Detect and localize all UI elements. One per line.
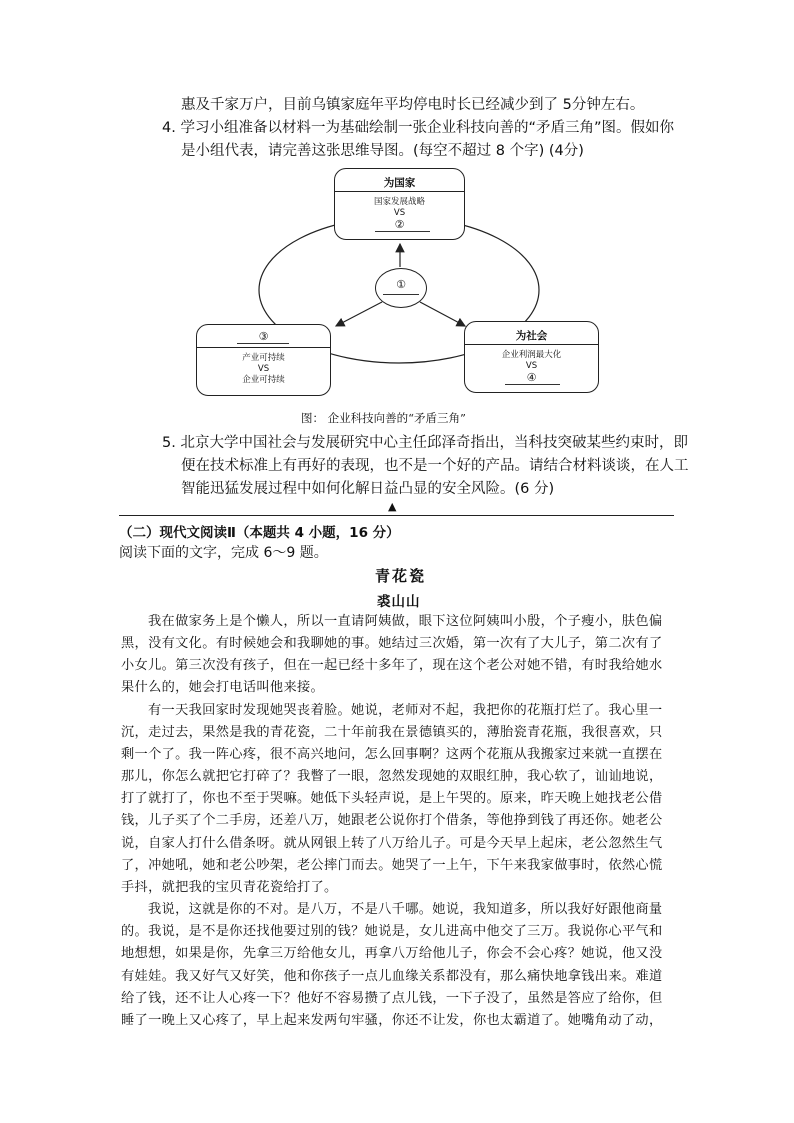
question-4-line-1: 4. 学习小组准备以材料一为基础绘制一张企业科技向善的“矛盾三角”图。假如你 [162, 120, 674, 136]
national-box-divider [335, 191, 464, 192]
question-5-line-2: 便在技术标准上有再好的表现，也不是一个好的产品。请结合材料谈谈，在人工 [181, 458, 689, 474]
body-line: 小女儿。第三次没有孩子，但在一起已经十多年了，现在这个老公对她不错，有时我给她水 [121, 658, 663, 673]
body-line: 地想想，如果是你，先拿三万给他女儿，再拿八万给他儿子，你会不会心疼？她说，他又没 [121, 946, 663, 961]
body-line: 说，自家人打什么借条呀。就从网银上转了八万给儿子。可是今天早上起床，老公忽然生气 [121, 836, 663, 851]
arrow-to-left [336, 302, 382, 326]
society-box [464, 321, 599, 393]
body-line: 睡了一晚上又心疼了，早上起来发两句牢骚，你还不让发，你也太霸道了。她嘴角动了动， [121, 1013, 663, 1028]
body-line: 沉，走过去，果然是我的青花瓷，二十年前我在景德镇买的，薄胎瓷青花瓶，我很喜欢，只 [121, 725, 663, 740]
body-line: 有娃娃。我又好气又好笑，他和你孩子一点儿血缘关系都没有，那么痛快地拿钱出来。难道 [121, 969, 663, 984]
article-author: 裘山山 [377, 594, 421, 610]
blank-1-underline [383, 294, 419, 295]
body-line: 的。我说，是不是你还找他要过别的钱？她说是，女儿进高中他交了三万。我说你心平气和 [121, 924, 663, 939]
question-4-line-2: 是小组代表，请完善这张思维导图。(每空不超过 8 个字) (4分) [181, 143, 584, 159]
question-5-line-1: 5. 北京大学中国社会与发展研究中心主任邱泽奇指出，当科技突破某些约束时，即 [162, 435, 688, 451]
section-instruction: 阅读下面的文字，完成 6～9 题。 [119, 545, 328, 561]
section-end-marker: ▲ [388, 500, 397, 513]
body-line: 手抖，就把我的宝贝青花瓷给打了。 [121, 880, 338, 895]
society-box-text: 企业利润最大化 [501, 350, 562, 360]
body-line: 钱，儿子买了个二手房，还差八万，她跟老公说你打个借条，等他挣到钱了再还你。她老公 [121, 813, 663, 828]
blank-2: ② [394, 218, 405, 231]
blank-4: ④ [526, 371, 537, 384]
industry-box-divider [197, 347, 330, 348]
society-box-vs: VS [525, 361, 538, 371]
society-box-title: 为社会 [515, 330, 548, 342]
industry-box-text-2: 企业可持续 [242, 375, 285, 385]
center-node [375, 268, 427, 308]
body-line: 了，冲她吼，她和老公吵架，老公摔门而去。她哭了一上午，下午来我家做事时，依然心慌 [121, 858, 663, 873]
body-line: 给了钱，还不让人心疼一下？他好不容易攒了点儿钱，一下子没了，虽然是答应了给你，但 [121, 991, 663, 1006]
diagram-caption: 图： 企业科技向善的“矛盾三角” [301, 411, 466, 425]
body-line: 我说，这就是你的不对。是八万，不是八千哪。她说，我知道多，所以我好好跟他商量 [148, 902, 663, 917]
blank-1: ① [396, 278, 406, 291]
national-box-title: 为国家 [383, 177, 416, 189]
body-line: 果什么的，她会打电话叫他来接。 [121, 680, 325, 695]
blank-4-underline [505, 384, 560, 385]
article-title: 青花瓷 [375, 567, 427, 585]
national-box-text: 国家发展战略 [373, 197, 425, 207]
blank-2-underline [375, 231, 430, 232]
question-5-line-3: 智能迅猛发展过程中如何化解日益凸显的安全风险。(6 分) [181, 481, 555, 497]
industry-box-vs: VS [257, 364, 270, 374]
industry-box [196, 324, 331, 396]
arrow-to-right [420, 302, 465, 326]
industry-box-text-1: 产业可持续 [242, 353, 285, 363]
blank-3-underline [237, 343, 289, 344]
society-box-divider [465, 344, 598, 345]
body-line: 我在做家务上是个懒人，所以一直请阿姨做，眼下这位阿姨叫小殷，个子瘦小，肤色偏 [148, 614, 663, 629]
body-line: 打了就打了，你也不至于哭嘛。她低下头轻声说，是上午哭的。原来，昨天晚上她找老公借 [121, 791, 663, 806]
body-line: 黑，没有文化。有时候她会和我聊她的事。她结过三次婚，第一次有了大儿子，第二次有了 [121, 636, 663, 651]
section-heading: （二）现代文阅读Ⅱ（本题共 4 小题，16 分） [119, 525, 400, 541]
body-line: 剩一个了。我一阵心疼，很不高兴地问，怎么回事啊？这两个花瓶从我搬家过来就一直摆在 [121, 747, 663, 762]
blank-3: ③ [258, 330, 269, 343]
continued-paragraph-line: 惠及千家万户，目前乌镇家庭年平均停电时长已经减少到了 5分钟左右。 [181, 97, 645, 113]
national-box [334, 168, 465, 240]
national-box-vs: VS [393, 208, 406, 218]
section-divider [119, 515, 674, 516]
body-line: 那儿，你怎么就把它打碎了？我瞥了一眼，忽然发现她的双眼红肿，我心软了，讪讪地说， [121, 769, 663, 784]
body-line: 有一天我回家时发现她哭丧着脸。她说，老师对不起，我把你的花瓶打烂了。我心里一 [148, 703, 663, 718]
